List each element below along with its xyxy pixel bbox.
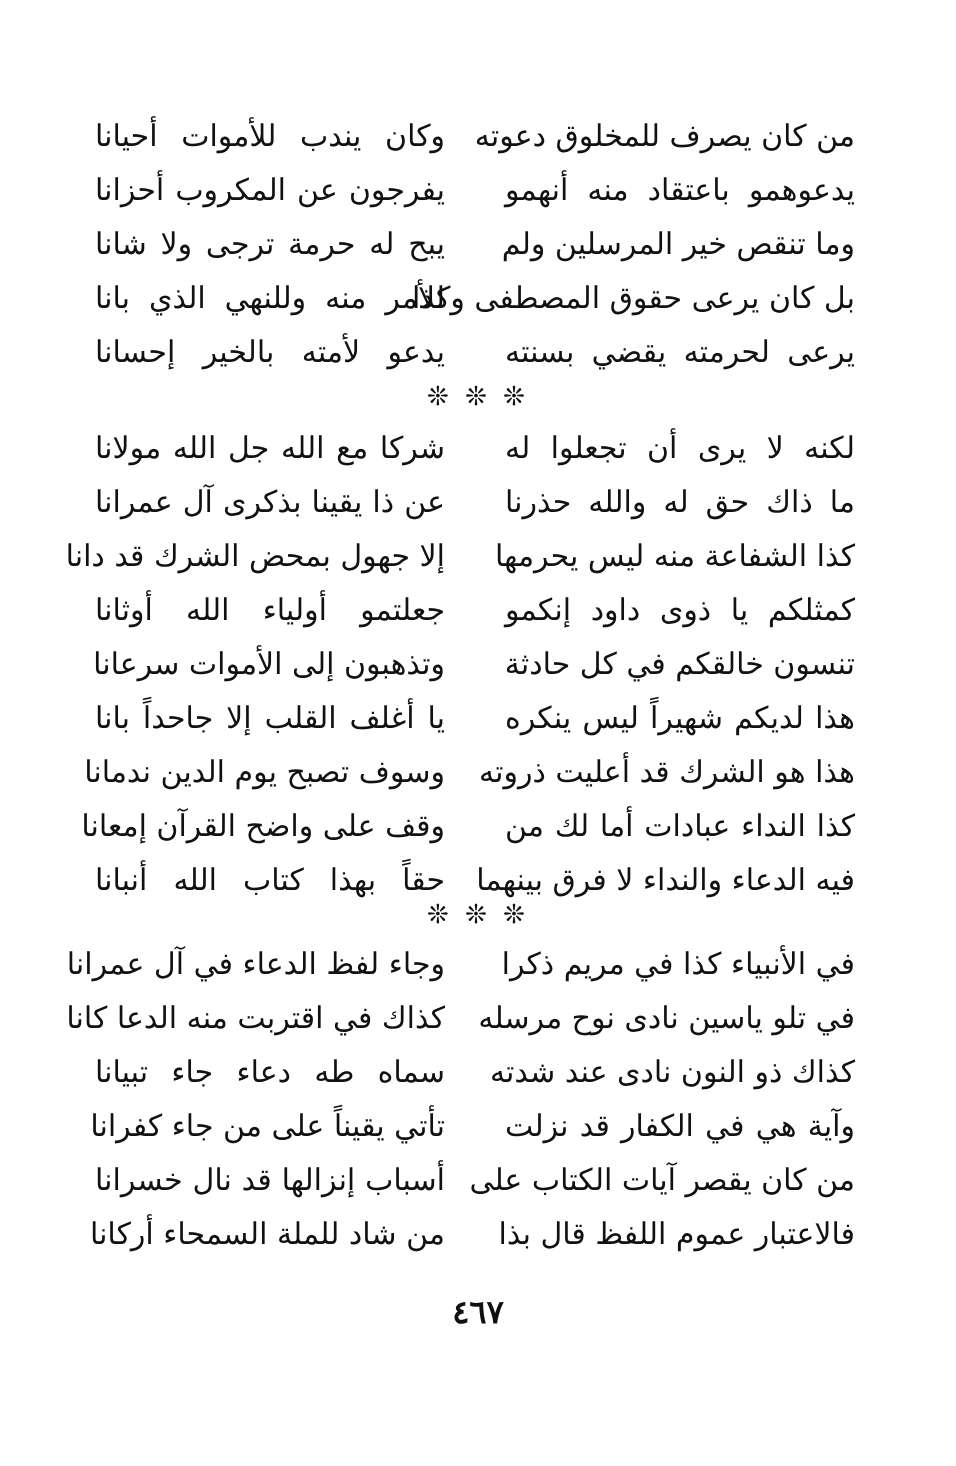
verse-line (65, 530, 855, 584)
verse-line (81, 800, 855, 854)
verse-line (95, 272, 855, 326)
first-hemistich: وآية هي في الكفار قد نزلت (505, 1109, 855, 1144)
stanza-3 (66, 938, 855, 1262)
verse-line (95, 638, 855, 692)
verse-line (89, 1208, 855, 1262)
second-hemistich: وتذهبون إلى الأموات سرعانا (93, 647, 445, 682)
second-hemistich: كذاك في اقتربت منه الدعا كانا (66, 1001, 445, 1036)
first-hemistich: كمثلكم يا ذوى داود إنكمو (505, 593, 855, 628)
second-hemistich: شركا مع الله جل الله مولانا (95, 431, 445, 466)
stanza-separator: ❊ ❊ ❊ (427, 900, 529, 930)
first-hemistich: ما ذاك حق له والله حذرنا (505, 485, 855, 520)
first-hemistich: بل كان يرعى حقوق المصطفى وكذا (412, 281, 855, 316)
second-hemistich: وجاء لفظ الدعاء في آل عمرانا (66, 947, 445, 982)
second-hemistich: للأمر منه وللنهي الذي بانا (95, 281, 445, 316)
stanza-separator: ❊ ❊ ❊ (427, 382, 529, 412)
verse-line (95, 422, 855, 476)
second-hemistich: حقاً بهذا كتاب الله أنبانا (95, 863, 445, 898)
first-hemistich: هذا هو الشرك قد أعليت ذروته (479, 755, 855, 790)
second-hemistich: أسباب إنزالها قد نال خسرانا (95, 1163, 445, 1198)
first-hemistich: فيه الدعاء والنداء لا فرق بينهما (476, 863, 855, 898)
verse-line (95, 692, 855, 746)
verse-line (95, 1046, 855, 1100)
verse-line (90, 1100, 855, 1154)
verse-line (84, 746, 855, 800)
first-hemistich: في الأنبياء كذا في مريم ذكرا (501, 947, 855, 982)
second-hemistich: عن ذا يقينا بذكرى آل عمرانا (95, 485, 445, 520)
second-hemistich: وقف على واضح القرآن إمعانا (81, 809, 445, 844)
second-hemistich: يدعو لأمته بالخير إحسانا (95, 335, 445, 370)
first-hemistich: كذا النداء عبادات أما لك من (505, 809, 855, 844)
verse-line (95, 110, 855, 164)
verse-line (66, 938, 855, 992)
first-hemistich: من كان يقصر آيات الكتاب على (469, 1163, 855, 1198)
first-hemistich: كذا الشفاعة منه ليس يحرمها (495, 539, 855, 574)
stanza-1 (95, 110, 855, 380)
first-hemistich: تنسون خالقكم في كل حادثة (504, 647, 855, 682)
verse-line (95, 1154, 855, 1208)
stanza-2 (65, 422, 855, 908)
verse-line (95, 584, 855, 638)
first-hemistich: في تلو ياسين نادى نوح مرسله (478, 1001, 855, 1036)
first-hemistich: كذاك ذو النون نادى عند شدته (489, 1055, 855, 1090)
verse-line (95, 476, 855, 530)
page-number: ٤٦٧ (452, 1293, 504, 1331)
second-hemistich: يا أغلف القلب إلا جاحداً بانا (95, 701, 445, 736)
second-hemistich: سماه طه دعاء جاء تبيانا (95, 1055, 445, 1090)
verse-line (66, 992, 855, 1046)
second-hemistich: وكان يندب للأموات أحيانا (95, 119, 445, 154)
second-hemistich: يفرجون عن المكروب أحزانا (95, 173, 445, 208)
verse-line (95, 164, 855, 218)
first-hemistich: وما تنقص خير المرسلين ولم (501, 227, 855, 262)
second-hemistich: يبح له حرمة ترجى ولا شانا (95, 227, 445, 262)
second-hemistich: وسوف تصبح يوم الدين ندمانا (84, 755, 445, 790)
first-hemistich: يدعوهمو باعتقاد منه أنهمو (505, 173, 855, 208)
verse-line (95, 218, 855, 272)
second-hemistich: من شاد للملة السمحاء أركانا (89, 1217, 445, 1252)
first-hemistich: هذا لديكم شهيراً ليس ينكره (505, 701, 855, 736)
first-hemistich: يرعى لحرمته يقضي بسنته (505, 335, 855, 370)
verse-line (95, 326, 855, 380)
first-hemistich: فالاعتبار عموم اللفظ قال بذا (498, 1217, 855, 1252)
first-hemistich: من كان يصرف للمخلوق دعوته (474, 119, 855, 154)
second-hemistich: تأتي يقيناً على من جاء كفرانا (90, 1109, 445, 1144)
second-hemistich: إلا جهول بمحض الشرك قد دانا (65, 539, 445, 574)
first-hemistich: لكنه لا يرى أن تجعلوا له (505, 431, 855, 466)
second-hemistich: جعلتمو أولياء الله أوثانا (95, 593, 445, 628)
